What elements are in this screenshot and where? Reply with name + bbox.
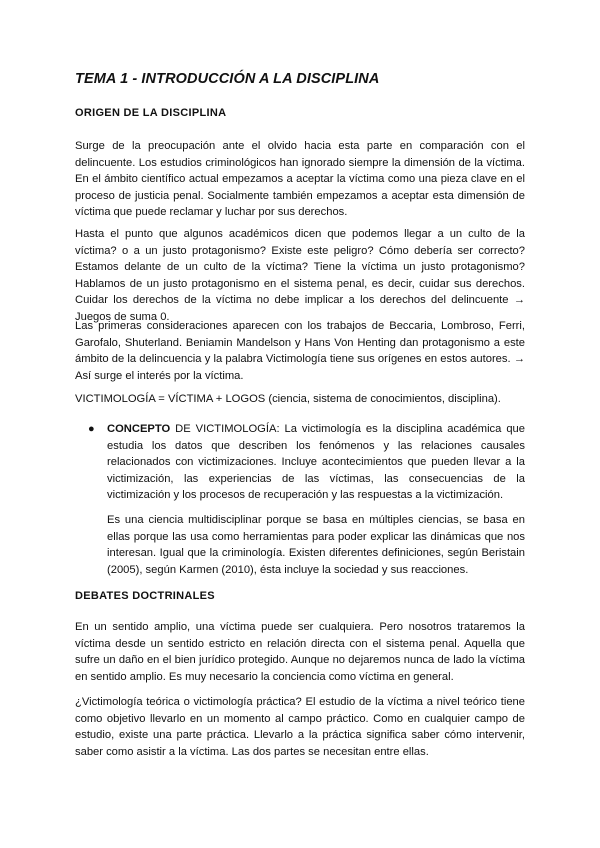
paragraph-debates-2: ¿Victimología teórica o victimología práctica? El estudio de la víctima a nivel teórico tiene como objetivo llevarlo en un momento al campo práctico. Como en cualquier campo de estudio, existe una parte práctica. Llevarlo a la práctica significa saber cómo intervenir, saber como asistir a la víctima. Las dos partes se necesitan entre ellas. xyxy=(75,696,525,758)
paragraph-victimologia-formula: VICTIMOLOGÍA = VÍCTIMA + LOGOS (ciencia, sistema de conocimientos, disciplina). xyxy=(75,393,501,405)
bullet-concepto xyxy=(88,421,525,504)
bullet-text xyxy=(107,421,525,504)
paragraph-multidisciplinar: Es una ciencia multidisciplinar porque se basa en múltiples ciencias, se basa en ellas porque las usa como herramientas para poder explicar las dinámicas que nos interesan. Igual que la criminología. Existen diferentes definiciones, según Beristain (2005), según Karmen (2010), ésta incluye la sociedad y sus reacciones. xyxy=(107,514,525,576)
section-heading-debates: DEBATES DOCTRINALES xyxy=(75,590,215,602)
bullet-icon: ● xyxy=(88,423,95,435)
paragraph-origen-1: Surge de la preocupación ante el olvido hacia esta parte en comparación con el delincuente. Los estudios criminológicos han ignorado siempre la dimensión de la víctima. En el ámbito científico actual empezamos a aceptar la víctima como una pieza clave en el proceso de justicia penal. Socialmente también empezamos a aceptar esta dimensión de víctima que puede reclamar y luchar por sus derechos. xyxy=(75,140,525,218)
section-heading-origen: ORIGEN DE LA DISCIPLINA xyxy=(75,107,227,119)
paragraph-origen-2: Hasta el punto que algunos académicos dicen que podemos llegar a un culto de la víctima? o a un justo protagonismo? Existe este peligro? Cómo debería ser correcto? Estamos delante de un culto de la víctima? Tiene la víctima un justo protagonismo? Hablamos de un justo protagonismo en el sistema penal, es decir, cuidar sus derechos. Cuidar los derechos de la víctima no debe implicar a los derechos del delincuente → Juegos de suma 0. xyxy=(75,228,525,323)
page-title: TEMA 1 - INTRODUCCIÓN A LA DISCIPLINA xyxy=(75,71,380,87)
bullet-term: CONCEPTO xyxy=(107,423,171,435)
paragraph-origen-3: Las primeras consideraciones aparecen con los trabajos de Beccaria, Lombroso, Ferri, Garofalo, Shuterland. Beniamin Mandelson y Hans Von Henting dan protagonismo a este ámbito de la delincuencia y la palabra Victimología tiene sus orígenes en estos autores. → Así surge el interés por la víctima. xyxy=(75,320,525,382)
bullet-body: DE VICTIMOLOGÍA: La victimología es la disciplina académica que estudia los datos que describen los fenómenos y las relaciones causales relacionados con victimizaciones. Incluye acontecimientos que pueden llevar a la victimización, las experiencias de las víctimas, las consecuencias de la victimización y los procesos de recuperación y las respuestas a la victimización. xyxy=(107,423,525,501)
paragraph-debates-1: En un sentido amplio, una víctima puede ser cualquiera. Pero nosotros trataremos la víctima desde un sentido estricto en relación directa con el sistema penal. Aquella que sufre un daño en el bien jurídico protegido. Aunque no dejaremos nunca de lado la víctima en sentido amplio. Es muy necesario la conciencia como víctima en general. xyxy=(75,621,525,683)
